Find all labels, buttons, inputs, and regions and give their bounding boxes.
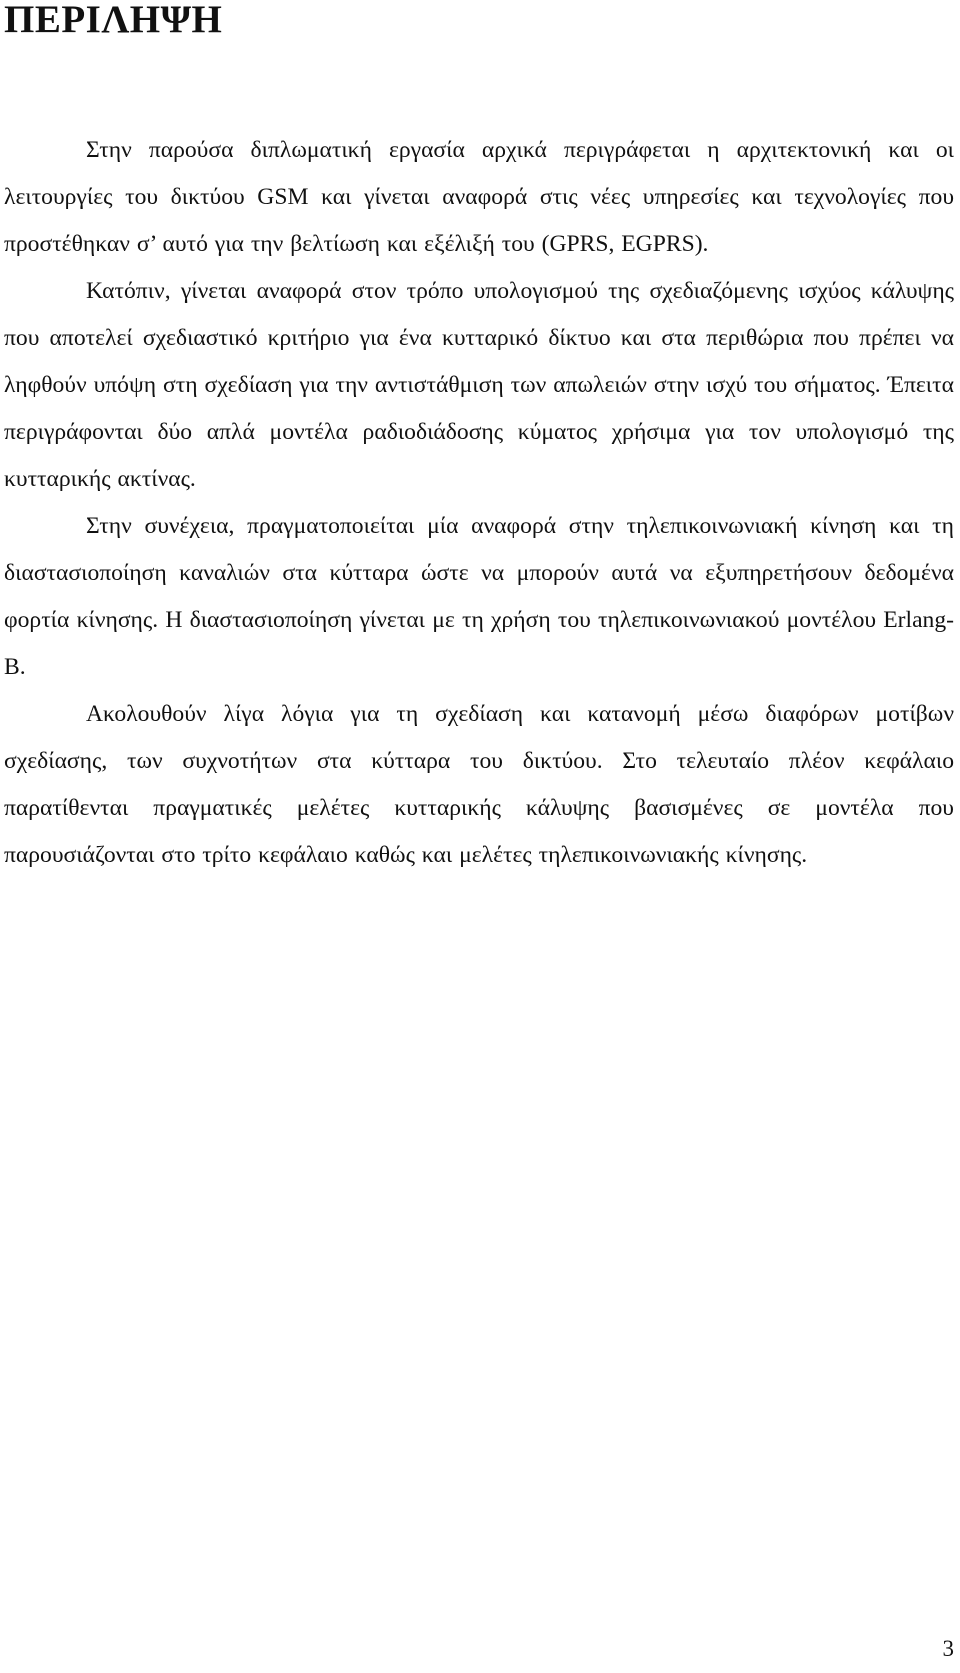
paragraph: Στην παρούσα διπλωματική εργασία αρχικά περιγράφεται η αρχιτεκτονική και οι λειτουργίες του δικτύου GSM και γίνεται αναφορά στις νέες υπηρεσίες και τεχνολογίες που προστέθηκαν σ’ αυτό για την βελτίωση και εξέλιξή του (GPRS, EGPRS). <box>4 137 954 257</box>
page-number: 3 <box>942 1636 954 1661</box>
page-title: ΠΕΡΙΛΗΨΗ <box>4 0 223 41</box>
paragraph: Ακολουθούν λίγα λόγια για τη σχεδίαση και κατανομή μέσω διαφόρων μοτίβων σχεδίασης, των συχνοτήτων στα κύτταρα του δικτύου. Στο τελευταίο πλέον κεφάλαιο παρατίθενται πραγματικές μελέτες κυτταρικής κάλυψης βασισμένες σε μοντέλα που παρουσιάζονται στο τρίτο κεφάλαιο καθώς και μελέτες τηλεπικοινωνιακής κίνησης. <box>4 701 954 868</box>
paragraph: Κατόπιν, γίνεται αναφορά στον τρόπο υπολογισμού της σχεδιαζόμενης ισχύος κάλυψης που αποτελεί σχεδιαστικό κριτήριο για ένα κυτταρικό δίκτυο και στα περιθώρια που πρέπει να ληφθούν υπόψη στη σχεδίαση για την αντιστάθμιση των απωλειών στην ισχύ του σήματος. Έπειτα περιγράφονται δύο απλά μοντέλα ραδιοδιάδοσης κύματος χρήσιμα για τον υπολογισμό της κυτταρικής ακτίνας. <box>4 278 954 492</box>
abstract-body <box>4 127 954 879</box>
paragraph: Στην συνέχεια, πραγματοποιείται μία αναφορά στην τηλεπικοινωνιακή κίνηση και τη διαστασιοποίηση καναλιών στα κύτταρα ώστε να μπορούν αυτά να εξυπηρετήσουν δεδομένα φορτία κίνησης. Η διαστασιοποίηση γίνεται με τη χρήση του τηλεπικοινωνιακού μοντέλου Erlang-B. <box>4 513 954 680</box>
